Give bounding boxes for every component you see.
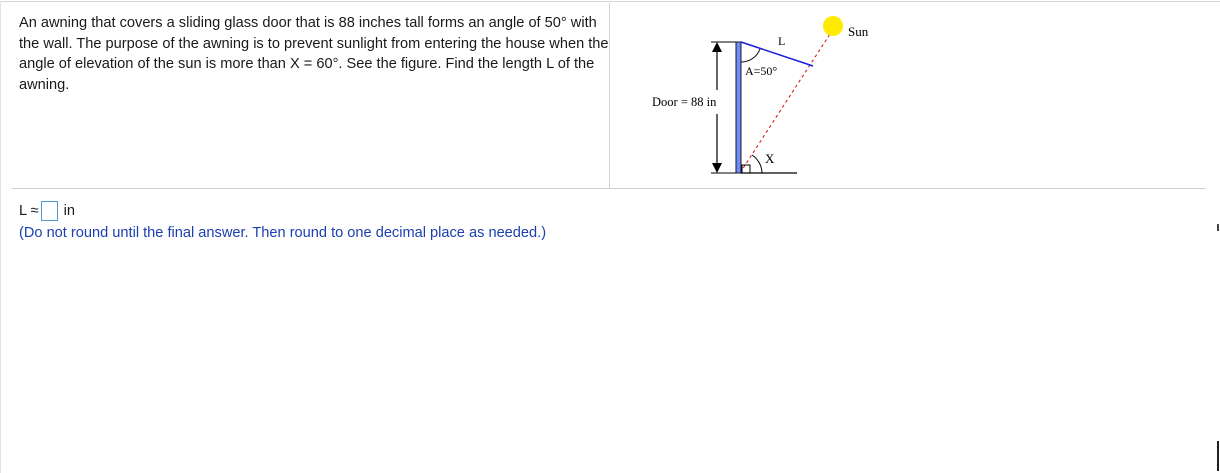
angle-x-label: X bbox=[765, 151, 775, 166]
frame-left-border bbox=[0, 1, 1, 473]
right-angle-marker bbox=[742, 165, 750, 173]
answer-row bbox=[19, 199, 75, 223]
awning bbox=[741, 42, 813, 66]
door-height-label: Door = 88 in bbox=[652, 95, 717, 109]
sun-label: Sun bbox=[848, 24, 869, 39]
question-text: An awning that covers a sliding glass door that is 88 inches tall forms an angle of 50° with the wall. The purpose of the awning is to prevent sunlight from entering the house when the angle of elevation of the sun is more than X = 60°. See the figure. Find the length L of the awning. bbox=[19, 15, 609, 93]
awning-figure bbox=[612, 5, 872, 192]
vertical-divider bbox=[609, 3, 610, 188]
sun bbox=[823, 16, 843, 36]
scrollbar-handle[interactable] bbox=[1217, 441, 1219, 471]
dimension-arrow-down bbox=[712, 163, 722, 173]
sun-ray bbox=[740, 34, 830, 173]
angle-a-arc bbox=[741, 49, 760, 62]
angle-x-arc bbox=[752, 155, 762, 173]
dimension-arrow-up bbox=[712, 42, 722, 52]
answer-unit: in bbox=[63, 203, 75, 219]
horizontal-divider bbox=[12, 188, 1206, 189]
door bbox=[736, 42, 741, 173]
answer-prefix: L ≈ bbox=[19, 203, 39, 219]
frame-top-border bbox=[0, 1, 1220, 2]
scrollbar-marker[interactable] bbox=[1217, 224, 1219, 231]
angle-a-label: A=50° bbox=[745, 64, 778, 78]
answer-input[interactable] bbox=[41, 201, 58, 221]
rounding-instruction: (Do not round until the final answer. Then round to one decimal place as needed.) bbox=[19, 225, 547, 241]
awning-length-label: L bbox=[778, 34, 786, 48]
